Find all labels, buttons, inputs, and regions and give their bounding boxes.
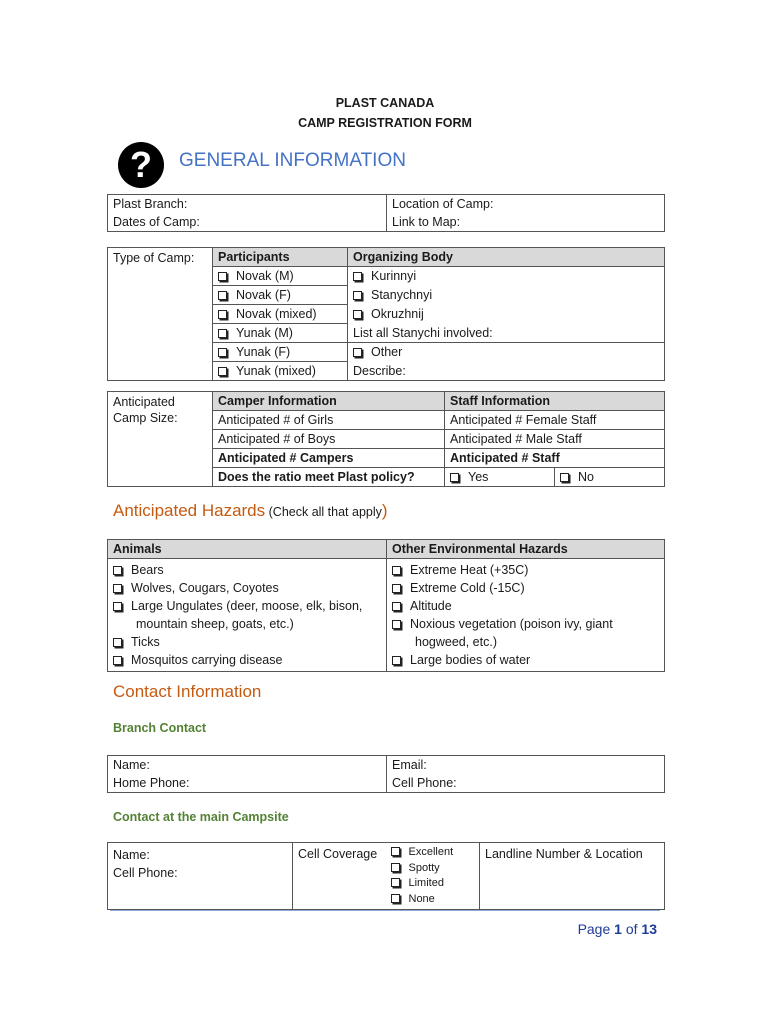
location-of-camp-field[interactable]: Location of Camp:: [387, 195, 665, 214]
campsite-cell-phone-field[interactable]: Cell Phone:: [113, 866, 178, 880]
checkbox-icon[interactable]: [113, 638, 122, 647]
dates-of-camp-field[interactable]: Dates of Camp:: [108, 213, 387, 232]
camp-size-label: Anticipated Camp Size:: [108, 392, 213, 487]
general-info-title: GENERAL INFORMATION: [179, 150, 406, 171]
branch-name-field[interactable]: Name:: [108, 756, 387, 775]
participant-novak-mixed[interactable]: Novak (mixed): [213, 305, 348, 324]
checkbox-icon[interactable]: [560, 473, 569, 482]
checkbox-icon[interactable]: [391, 894, 400, 903]
hazard-vegetation[interactable]: Noxious vegetation (poison ivy, giant: [392, 615, 659, 633]
checkbox-icon[interactable]: [391, 863, 400, 872]
footer-divider: [110, 910, 660, 911]
list-stanychi-field[interactable]: List all Stanychi involved:: [348, 324, 665, 343]
hazard-ungulates[interactable]: Large Ungulates (deer, moose, elk, bison,: [113, 597, 381, 615]
branch-home-phone-field[interactable]: Home Phone:: [108, 774, 387, 793]
contact-title: Contact Information: [113, 682, 262, 701]
hazard-vegetation-cont: hogweed, etc.): [415, 635, 497, 649]
page-number: 1: [614, 921, 622, 937]
checkbox-icon[interactable]: [218, 272, 227, 281]
hazard-cold[interactable]: Extreme Cold (-15C): [392, 579, 659, 597]
participant-novak-m[interactable]: Novak (M): [213, 267, 348, 286]
staff-info-header: Staff Information: [445, 392, 665, 411]
checkbox-icon[interactable]: [218, 291, 227, 300]
checkbox-icon[interactable]: [353, 310, 362, 319]
checkbox-icon[interactable]: [113, 656, 122, 665]
camp-size-table: [107, 391, 665, 487]
checkbox-icon[interactable]: [218, 329, 227, 338]
describe-field[interactable]: Describe:: [348, 362, 665, 381]
hazard-ticks[interactable]: Ticks: [113, 633, 381, 651]
hazards-note: (Check all that apply: [268, 505, 382, 519]
ratio-yes-option[interactable]: Yes: [445, 468, 555, 487]
organizing-header: Organizing Body: [348, 248, 665, 267]
page-indicator: Page 1 of 13: [577, 921, 657, 937]
checkbox-icon[interactable]: [113, 584, 122, 593]
coverage-none[interactable]: None: [391, 892, 475, 908]
checkbox-icon[interactable]: [218, 310, 227, 319]
checkbox-icon[interactable]: [392, 620, 401, 629]
checkbox-icon[interactable]: [113, 602, 122, 611]
org-kurinnyi[interactable]: Kurinnyi: [348, 267, 665, 286]
hazard-altitude[interactable]: Altitude: [392, 597, 659, 615]
girls-field[interactable]: Anticipated # of Girls: [213, 411, 445, 430]
campsite-contact-title: Contact at the main Campsite: [113, 810, 289, 824]
checkbox-icon[interactable]: [218, 367, 227, 376]
general-table: [107, 194, 665, 232]
camp-type-label: Type of Camp:: [108, 248, 213, 381]
animals-header: Animals: [108, 540, 387, 559]
checkbox-icon[interactable]: [113, 566, 122, 575]
campsite-name-field[interactable]: Name:: [113, 848, 150, 862]
participant-yunak-f[interactable]: Yunak (F): [213, 343, 348, 362]
org-okruzhnij[interactable]: Okruzhnij: [348, 305, 665, 324]
coverage-limited[interactable]: Limited: [391, 876, 475, 892]
plast-branch-field[interactable]: Plast Branch:: [108, 195, 387, 214]
female-staff-field[interactable]: Anticipated # Female Staff: [445, 411, 665, 430]
campsite-contact-fields: [108, 843, 293, 910]
checkbox-icon[interactable]: [392, 566, 401, 575]
checkbox-icon[interactable]: [450, 473, 459, 482]
boys-field[interactable]: Anticipated # of Boys: [213, 430, 445, 449]
camper-info-header: Camper Information: [213, 392, 445, 411]
landline-field[interactable]: Landline Number & Location: [480, 843, 665, 910]
participant-yunak-mixed[interactable]: Yunak (mixed): [213, 362, 348, 381]
checkbox-icon[interactable]: [218, 348, 227, 357]
ratio-question: Does the ratio meet Plast policy?: [213, 468, 445, 487]
checkbox-icon[interactable]: [392, 584, 401, 593]
hazards-title: Anticipated Hazards: [113, 501, 266, 520]
hazard-ungulates-cont: mountain sheep, goats, etc.): [136, 617, 294, 631]
participant-yunak-m[interactable]: Yunak (M): [213, 324, 348, 343]
checkbox-icon[interactable]: [392, 656, 401, 665]
env-hazards-list: [387, 559, 665, 672]
env-hazards-header: Other Environmental Hazards: [387, 540, 665, 559]
form-title: CAMP REGISTRATION FORM: [298, 116, 472, 130]
staff-field[interactable]: Anticipated # Staff: [445, 449, 665, 468]
hazard-water[interactable]: Large bodies of water: [392, 651, 659, 669]
checkbox-icon[interactable]: [391, 847, 400, 856]
ratio-no-option[interactable]: No: [555, 468, 665, 487]
hazards-heading: Anticipated Hazards (Check all that apply): [113, 501, 388, 520]
animals-list: [108, 559, 387, 672]
question-icon: [117, 141, 165, 189]
participant-novak-f[interactable]: Novak (F): [213, 286, 348, 305]
checkbox-icon[interactable]: [353, 291, 362, 300]
branch-contact-table: [107, 755, 665, 793]
hazard-heat[interactable]: Extreme Heat (+35C): [392, 561, 659, 579]
checkbox-icon[interactable]: [353, 272, 362, 281]
branch-contact-title: Branch Contact: [113, 721, 207, 735]
page-total: 13: [641, 921, 657, 937]
checkbox-icon[interactable]: [353, 348, 362, 357]
hazard-mosquitos[interactable]: Mosquitos carrying disease: [113, 651, 381, 669]
svg-text:?: ?: [130, 144, 152, 185]
checkbox-icon[interactable]: [392, 602, 401, 611]
hazard-bears[interactable]: Bears: [113, 561, 381, 579]
coverage-spotty[interactable]: Spotty: [391, 861, 475, 877]
branch-email-field[interactable]: Email:: [387, 756, 665, 775]
cell-coverage-label: Cell Coverage: [293, 843, 386, 910]
coverage-excellent[interactable]: Excellent: [391, 845, 475, 861]
org-stanychnyi[interactable]: Stanychnyi: [348, 286, 665, 305]
branch-cell-phone-field[interactable]: Cell Phone:: [387, 774, 665, 793]
campsite-contact-table: [107, 842, 665, 910]
hazard-wolves[interactable]: Wolves, Cougars, Coyotes: [113, 579, 381, 597]
hazards-table: [107, 539, 665, 672]
camp-type-table: [107, 247, 665, 381]
link-to-map-field[interactable]: Link to Map:: [387, 213, 665, 232]
male-staff-field[interactable]: Anticipated # Male Staff: [445, 430, 665, 449]
org-other[interactable]: Other: [348, 343, 665, 362]
org-title: PLAST CANADA: [335, 96, 435, 110]
participants-header: Participants: [213, 248, 348, 267]
campers-field[interactable]: Anticipated # Campers: [213, 449, 445, 468]
checkbox-icon[interactable]: [391, 878, 400, 887]
cell-coverage-options: [386, 843, 480, 910]
